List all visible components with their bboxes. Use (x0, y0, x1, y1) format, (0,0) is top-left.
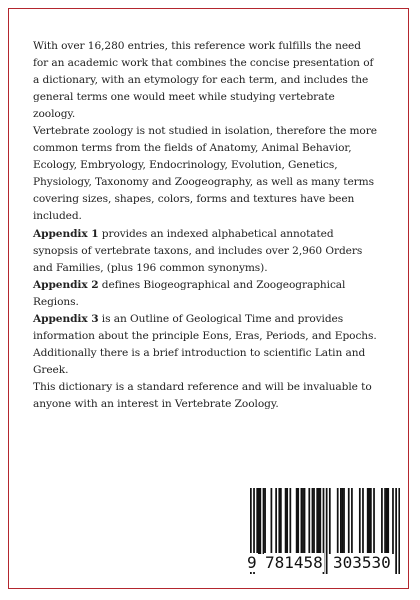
barcode-bar (340, 488, 342, 554)
appendix-3-paragraph: Appendix 3 is an Outline of Geological Time and provides information about the principle Eons, Eras, Periods, and Epochs. (33, 312, 377, 342)
barcode-bar (286, 488, 288, 554)
barcode-bar (263, 488, 265, 554)
barcode-bar (351, 488, 353, 554)
intro-paragraph: With over 16,280 entries, this reference work fulfills the need for an academic work that combines the concise presentation of a dictionary, with an etymology for each term, and includes the general terms one would meet while studying vertebrate zoology. (33, 40, 374, 121)
barcode-bar (362, 488, 364, 554)
barcode-bar (313, 488, 315, 554)
barcode-bar (318, 488, 320, 554)
barcode-bar (312, 488, 314, 554)
barcode-bar (302, 488, 304, 554)
barcode-bar (278, 488, 280, 554)
barcode-bar (368, 488, 370, 554)
barcode-bar (359, 488, 361, 554)
barcode-bar (386, 488, 388, 554)
barcode-bar (348, 488, 350, 554)
appendix-3-label: Appendix 3 (33, 312, 99, 325)
barcode-bar (342, 488, 344, 554)
appendix-2-paragraph: Appendix 2 defines Biogeographical and Zoogeographical Regions. (33, 278, 346, 308)
barcode-bar (296, 488, 298, 554)
scope-paragraph: Vertebrate zoology is not studied in isolation, therefore the more common terms from the fields of Anatomy, Animal Behavior, Ecology, Embryology, Endocrinology, Evolution, Genetics, Physiology, Taxonomy and Zoogeography, as well as many terms covering sizes, shapes, colors, forms and textures have been included. (33, 125, 377, 223)
appendix-2-label: Appendix 2 (33, 278, 99, 291)
latin-greek-paragraph: Additionally there is a brief introduction to scientific Latin and Greek. (33, 346, 366, 376)
isbn-group-1: 781458 (265, 553, 323, 572)
barcode-bar (285, 488, 287, 554)
barcode-bar (258, 488, 260, 554)
barcode-bar (329, 488, 331, 554)
barcode-bar (308, 488, 310, 554)
back-cover-text (33, 38, 379, 413)
barcode-bar (337, 488, 339, 554)
isbn-digits (246, 553, 406, 573)
barcode-bar (256, 488, 258, 554)
barcode-bar (384, 488, 386, 554)
barcode-bar (316, 488, 318, 554)
barcode-bar (373, 488, 375, 554)
barcode-bar (301, 488, 303, 554)
barcode-bar (275, 488, 277, 554)
barcode-bar (259, 488, 261, 554)
barcode-bar (289, 488, 291, 554)
appendix-1-label: Appendix 1 (33, 227, 99, 240)
closing-paragraph: This dictionary is a standard reference and will be invaluable to anyone with an interest in Vertebrate Zoology. (33, 380, 372, 410)
barcode-bar (280, 488, 282, 554)
barcode-bar (370, 488, 372, 554)
barcode-bar (319, 488, 321, 554)
barcode-bar (304, 488, 306, 554)
barcode-bar (271, 488, 273, 554)
barcode-bar (264, 488, 266, 554)
isbn-group-2: 303530 (333, 553, 391, 572)
barcode-bar (343, 488, 345, 554)
barcode-bar (387, 488, 389, 554)
barcode-bar (367, 488, 369, 554)
barcode-bar (392, 488, 394, 554)
appendix-1-paragraph: Appendix 1 provides an indexed alphabetical annotated synopsis of vertebrate taxons, and includes over 2,960 Orders and Families, (plus 196 common synonyms). (33, 227, 363, 274)
barcode-bar (381, 488, 383, 554)
isbn-prefix-digit: 9 (247, 553, 257, 572)
barcode-bar (297, 488, 299, 554)
